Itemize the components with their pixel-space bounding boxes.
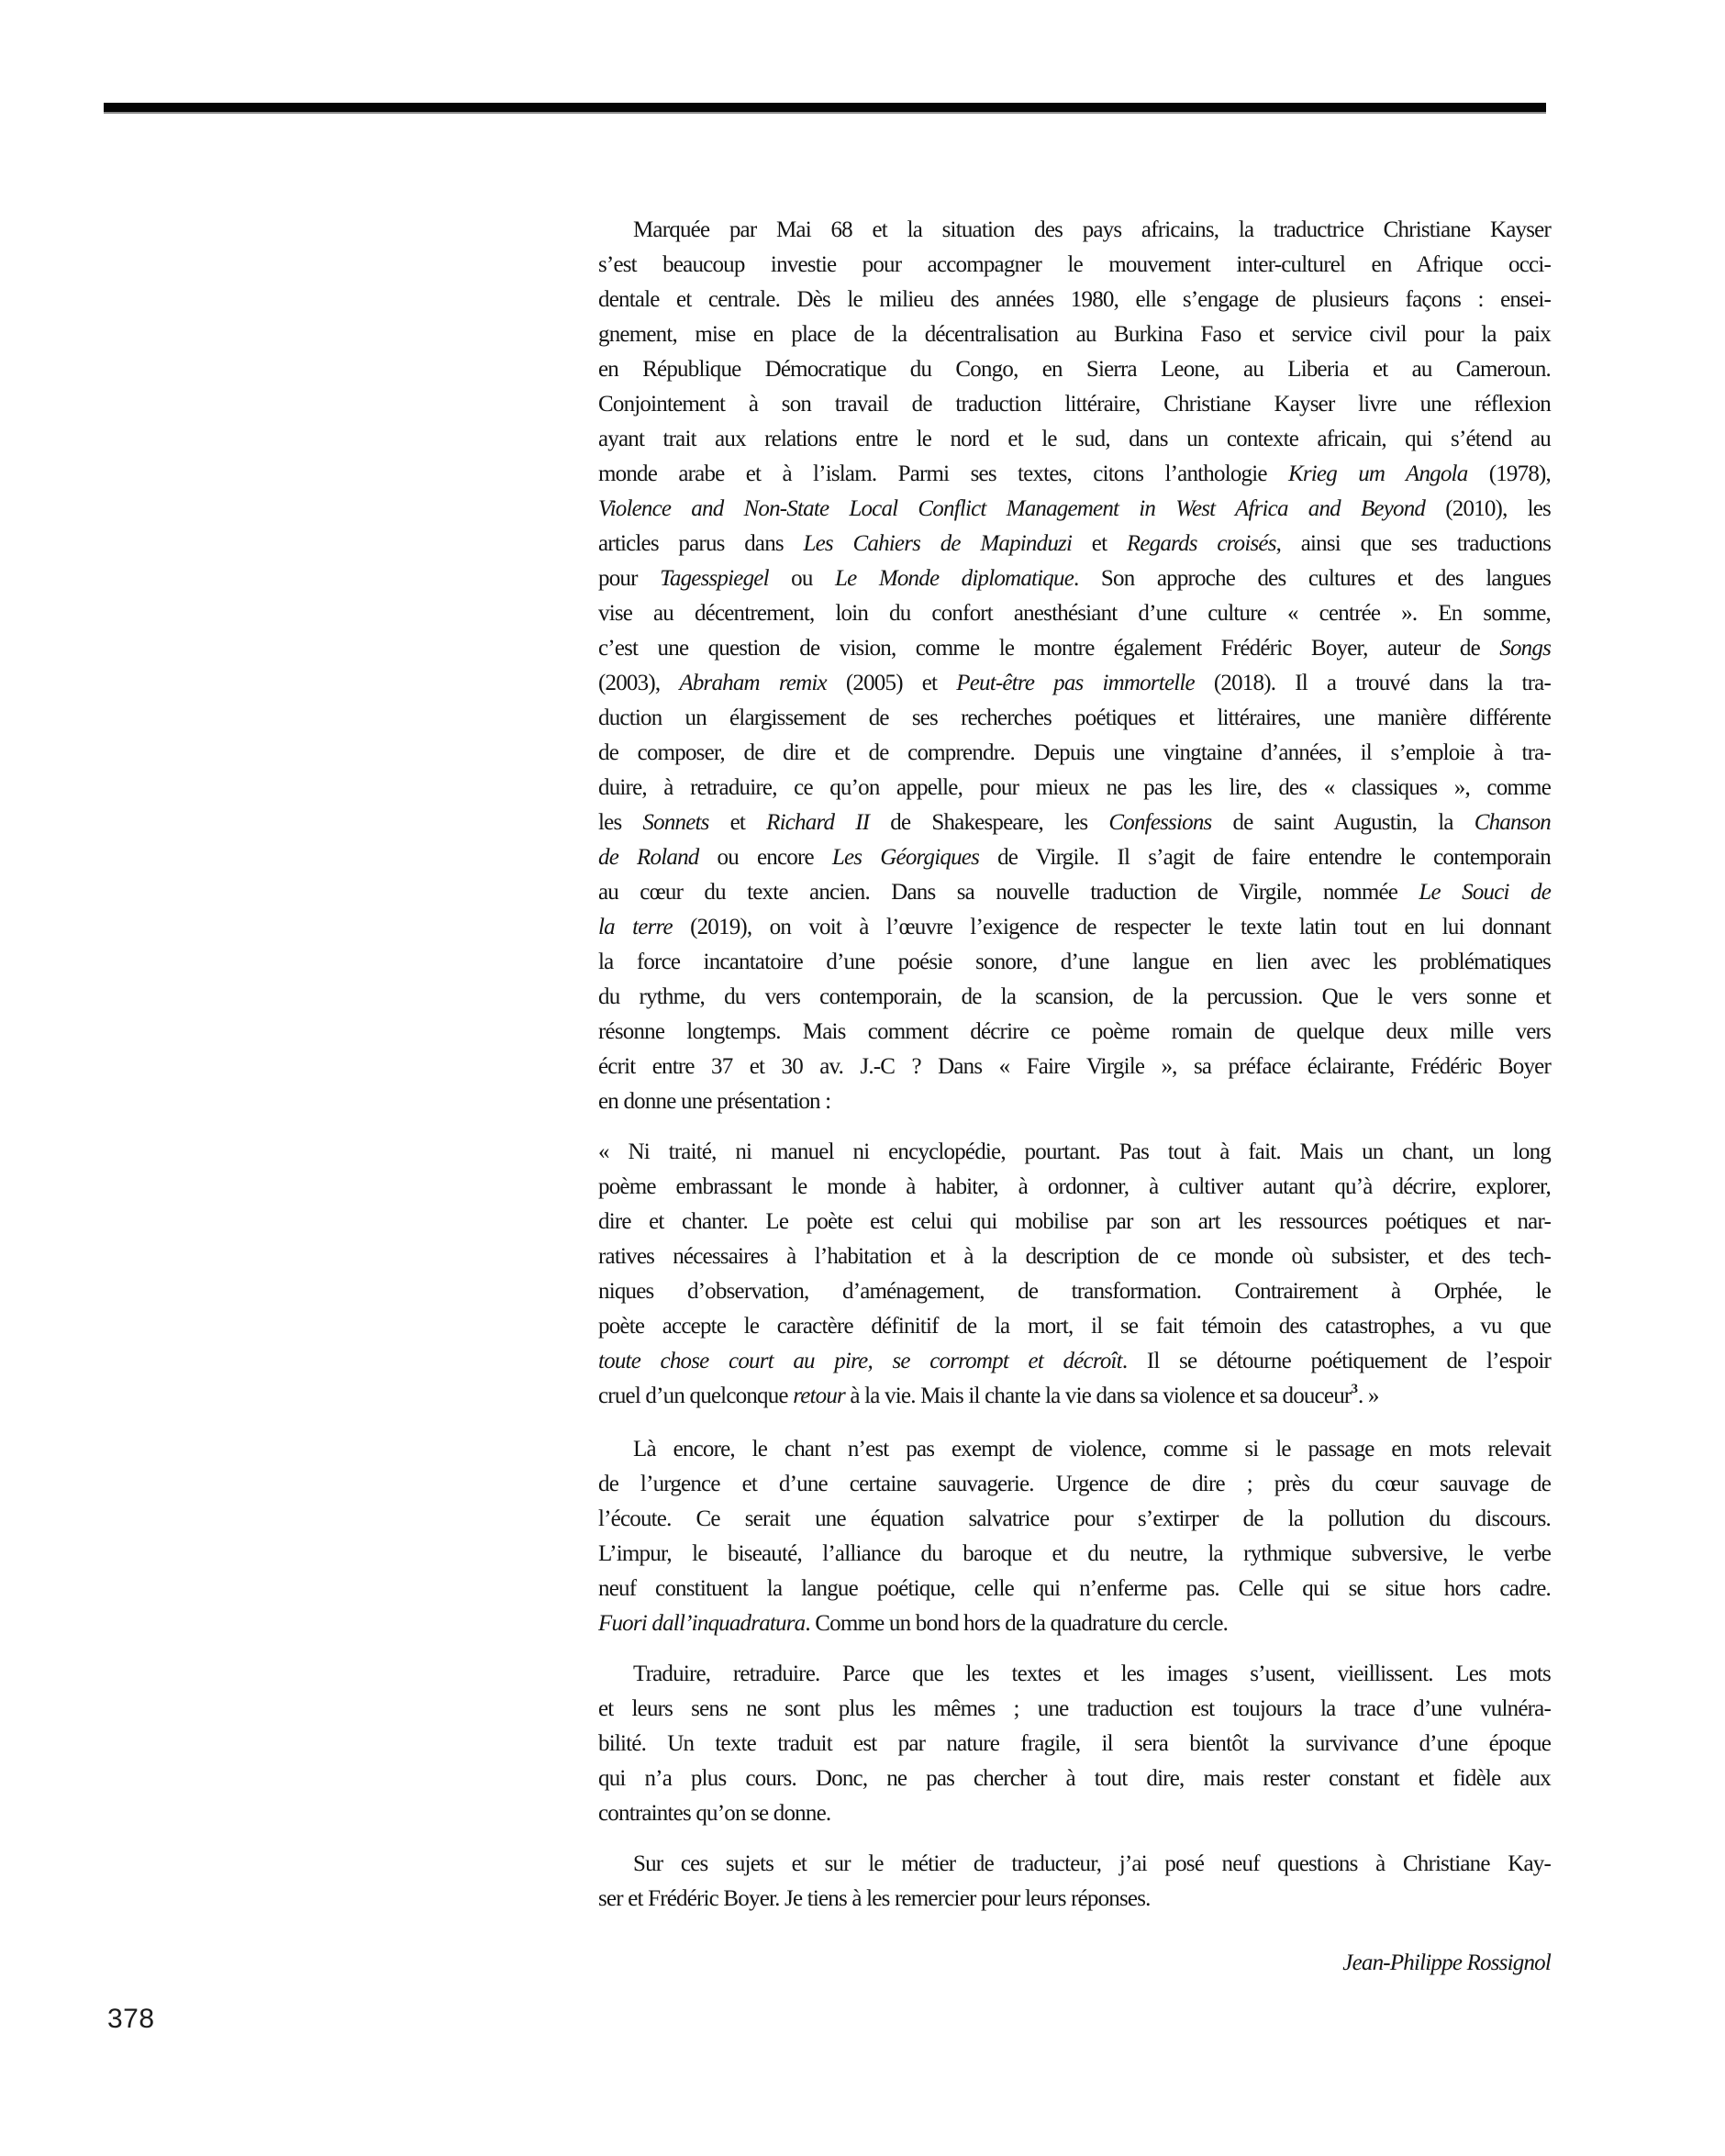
text-segment: Le Monde diplomatique	[834, 566, 1074, 591]
text-segment: à la vie. Mais il chante la vie dans sa violence et sa douceur	[844, 1384, 1352, 1408]
text-segment: ayant trait aux relations entre le nord et le sud, dans un contexte africain, qui s’étend au	[598, 427, 1551, 451]
text-segment: toute chose court au pire, se corrompt et décroît	[598, 1349, 1122, 1373]
text-segment: du rythme, du vers contemporain, de la scansion, de la percussion. Que le vers sonne et	[598, 984, 1551, 1009]
text-segment: de composer, de dire et de comprendre. Depuis une vingtaine d’années, il s’emploie à tra-	[598, 740, 1551, 765]
text-segment: en République Démocratique du Congo, en Sierra Leone, au Liberia et au Cameroun.	[598, 357, 1551, 382]
text-line	[598, 1467, 1551, 1502]
text-segment: Violence and Non-State Local Conflict Management in West Africa and Beyond	[598, 496, 1426, 521]
article-body	[598, 213, 1551, 1981]
text-line	[598, 1502, 1551, 1537]
text-segment: Regards croisés	[1126, 531, 1276, 556]
text-segment: Fuori dall’inquadratura	[598, 1611, 806, 1636]
text-line	[598, 840, 1551, 875]
text-line	[598, 561, 1551, 596]
text-line	[598, 1274, 1551, 1309]
paragraph	[598, 1657, 1551, 1831]
text-segment: (2003),	[598, 671, 680, 695]
text-line	[598, 1847, 1551, 1882]
text-segment: Traduire, retraduire. Parce que les textes et les images s’usent, vieillissent. Les mots	[633, 1661, 1551, 1686]
text-segment: Sur ces sujets et sur le métier de traducteur, j’ai posé neuf questions à Christiane Kay-	[633, 1851, 1551, 1876]
text-line	[598, 631, 1551, 666]
text-segment: bilité. Un texte traduit est par nature fragile, il sera bientôt la survivance d’une époque	[598, 1731, 1551, 1756]
text-segment: de Virgile. Il s’agit de faire entendre le contemporain	[979, 845, 1551, 870]
text-segment: la terre	[598, 915, 673, 939]
text-segment: . »	[1357, 1384, 1379, 1408]
text-line	[598, 1135, 1551, 1170]
text-segment: L’impur, le biseauté, l’alliance du baroque et du neutre, la rythmique subversive, le verbe	[598, 1541, 1551, 1566]
text-line	[598, 980, 1551, 1015]
text-segment: de Roland	[598, 845, 699, 870]
text-segment: Sonnets	[642, 810, 709, 835]
text-segment: gnement, mise en place de la décentralisation au Burkina Faso et service civil pour la paix	[598, 322, 1551, 347]
text-segment: ser et Frédéric Boyer. Je tiens à les remercier pour leurs réponses.	[598, 1886, 1151, 1911]
text-segment: monde arabe et à l’islam. Parmi ses textes, citons l’anthologie	[598, 461, 1288, 486]
text-segment: les	[598, 810, 643, 835]
text-line	[598, 213, 1551, 248]
text-segment: (2010), les	[1425, 496, 1551, 521]
text-segment: résonne longtemps. Mais comment décrire ce poème romain de quelque deux mille vers	[598, 1019, 1551, 1044]
text-segment: Confessions	[1108, 810, 1212, 835]
text-segment: « Ni traité, ni manuel ni encyclopédie, pourtant. Pas tout à fait. Mais un chant, un long	[598, 1139, 1551, 1164]
text-line	[598, 701, 1551, 736]
text-segment: de saint Augustin, la	[1211, 810, 1475, 835]
text-segment: (2005) et	[826, 671, 957, 695]
text-line	[598, 527, 1551, 561]
text-segment: de Shakespeare, les	[869, 810, 1109, 835]
text-segment: en donne une présentation :	[598, 1089, 831, 1114]
text-line	[598, 387, 1551, 422]
text-segment: au cœur du texte ancien. Dans sa nouvelle traduction de Virgile, nommée	[598, 880, 1419, 905]
text-line	[598, 317, 1551, 352]
blockquote-paragraph	[598, 1135, 1551, 1417]
text-line	[598, 457, 1551, 492]
text-segment: retour	[793, 1384, 845, 1408]
text-segment: vise au décentrement, loin du confort anesthésiant d’une culture « centrée ». En somme,	[598, 601, 1551, 626]
paragraph	[598, 1432, 1551, 1641]
text-segment: Peut-être pas immortelle	[956, 671, 1195, 695]
text-line	[598, 806, 1551, 840]
paragraph	[598, 213, 1551, 1119]
text-line	[598, 875, 1551, 910]
text-segment: niques d’observation, d’aménagement, de transformation. Contrairement à Orphée, le	[598, 1279, 1551, 1304]
text-line	[598, 1379, 1551, 1417]
text-line	[598, 666, 1551, 701]
paragraph	[598, 1847, 1551, 1917]
text-line	[598, 1882, 1551, 1917]
page-number: 378	[107, 2004, 155, 2034]
text-line	[598, 1050, 1551, 1084]
text-segment: ou encore	[698, 845, 832, 870]
text-segment: poète accepte le caractère définitif de la mort, il se fait témoin des catastrophes, a vu que	[598, 1314, 1551, 1339]
text-segment: et	[708, 810, 767, 835]
text-line	[598, 736, 1551, 771]
text-segment: Là encore, le chant n’est pas exempt de violence, comme si le passage en mots relevait	[633, 1437, 1551, 1461]
text-line	[598, 492, 1551, 527]
text-segment: Chanson	[1474, 810, 1552, 835]
text-segment: Tagesspiegel	[660, 566, 769, 591]
text-line	[598, 945, 1551, 980]
text-segment: contraintes qu’on se donne.	[598, 1801, 831, 1826]
text-segment: la force incantatoire d’une poésie sonore, d’une langue en lien avec les problématiques	[598, 950, 1551, 974]
text-line	[598, 1344, 1551, 1379]
text-line	[598, 283, 1551, 317]
text-segment: et leurs sens ne sont plus les mêmes ; une traduction est toujours la trace d’une vulnéra-	[598, 1696, 1551, 1721]
text-segment: (1978),	[1467, 461, 1551, 486]
text-line	[598, 1309, 1551, 1344]
text-line	[598, 1657, 1551, 1692]
text-segment: c’est une question de vision, comme le montre également Frédéric Boyer, auteur de	[598, 636, 1500, 661]
text-segment: dentale et centrale. Dès le milieu des années 1980, elle s’engage de plusieurs façons : ensei-	[598, 287, 1551, 312]
text-segment: écrit entre 37 et 30 av. J.-C ? Dans « Faire Virgile », sa préface éclairante, Frédéric Boyer	[598, 1054, 1551, 1079]
text-line	[598, 422, 1551, 457]
footnote-ref: 3	[1351, 1382, 1358, 1396]
text-segment: neuf constituent la langue poétique, celle qui n’enferme pas. Celle qui se situe hors cadre.	[598, 1576, 1551, 1601]
text-segment: Krieg um Angola	[1287, 461, 1468, 486]
text-line	[598, 1239, 1551, 1274]
text-segment: et	[1072, 531, 1127, 556]
text-line	[598, 1572, 1551, 1606]
text-segment: de l’urgence et d’une certaine sauvagerie. Urgence de dire ; près du cœur sauvage de	[598, 1472, 1551, 1496]
text-line	[598, 1205, 1551, 1239]
text-line	[598, 248, 1551, 283]
text-segment: , ainsi que ses traductions	[1275, 531, 1552, 556]
text-segment: Marquée par Mai 68 et la situation des pays africains, la traductrice Christiane Kayser	[633, 217, 1551, 242]
text-line	[598, 771, 1551, 806]
text-line	[598, 1606, 1551, 1641]
text-segment: Les Cahiers de Mapinduzi	[803, 531, 1073, 556]
text-segment: ratives nécessaires à l’habitation et à la description de ce monde où subsister, et des tech-	[598, 1244, 1551, 1269]
text-segment: Conjointement à son travail de traduction littéraire, Christiane Kayser livre une réflexion	[598, 392, 1551, 417]
text-line	[598, 1537, 1551, 1572]
text-segment: (2019), on voit à l’œuvre l’exigence de respecter le texte latin tout en lui donnant	[672, 915, 1551, 939]
text-line	[598, 1170, 1551, 1205]
text-line	[598, 1015, 1551, 1050]
text-segment: . Son approche des cultures et des langues	[1074, 566, 1551, 591]
text-segment: . Comme un bond hors de la quadrature du cercle.	[805, 1611, 1229, 1636]
text-line	[598, 1432, 1551, 1467]
text-segment: dire et chanter. Le poète est celui qui mobilise par son art les ressources poétiques et nar-	[598, 1209, 1551, 1234]
text-segment: Le Souci de	[1419, 880, 1551, 905]
text-segment: Songs	[1499, 636, 1551, 661]
text-segment: duire, à retraduire, ce qu’on appelle, pour mieux ne pas les lire, des « classiques », comme	[598, 775, 1551, 800]
author-signature: Jean-Philippe Rossignol	[1342, 1950, 1551, 1975]
text-segment: s’est beaucoup investie pour accompagner le mouvement inter-culturel en Afrique occi-	[598, 252, 1551, 277]
text-segment: duction un élargissement de ses recherches poétiques et littéraires, une manière différente	[598, 706, 1551, 730]
text-segment: Abraham remix	[679, 671, 827, 695]
text-line	[598, 596, 1551, 631]
text-line	[598, 1796, 1551, 1831]
text-segment: poème embrassant le monde à habiter, à ordonner, à cultiver autant qu’à décrire, explorer,	[598, 1174, 1551, 1199]
text-segment: pour	[598, 566, 661, 591]
text-segment: qui n’a plus cours. Donc, ne pas chercher à tout dire, mais rester constant et fidèle aux	[598, 1766, 1551, 1791]
text-segment: . Il se détourne poétiquement de l’espoir	[1121, 1349, 1552, 1373]
text-line	[598, 1084, 1551, 1119]
text-segment: cruel d’un quelconque	[598, 1384, 794, 1408]
text-line	[598, 352, 1551, 387]
text-line	[598, 910, 1551, 945]
text-line	[598, 1692, 1551, 1727]
text-segment: Richard II	[766, 810, 870, 835]
text-segment: (2018). Il a trouvé dans la tra-	[1194, 671, 1551, 695]
text-line	[598, 1761, 1551, 1796]
text-segment: ou	[768, 566, 835, 591]
header-rule	[104, 103, 1546, 114]
text-segment: l’écoute. Ce serait une équation salvatrice pour s’extirper de la pollution du discours.	[598, 1506, 1551, 1531]
text-line	[598, 1727, 1551, 1761]
text-segment: Les Géorgiques	[831, 845, 980, 870]
text-segment: articles parus dans	[598, 531, 804, 556]
